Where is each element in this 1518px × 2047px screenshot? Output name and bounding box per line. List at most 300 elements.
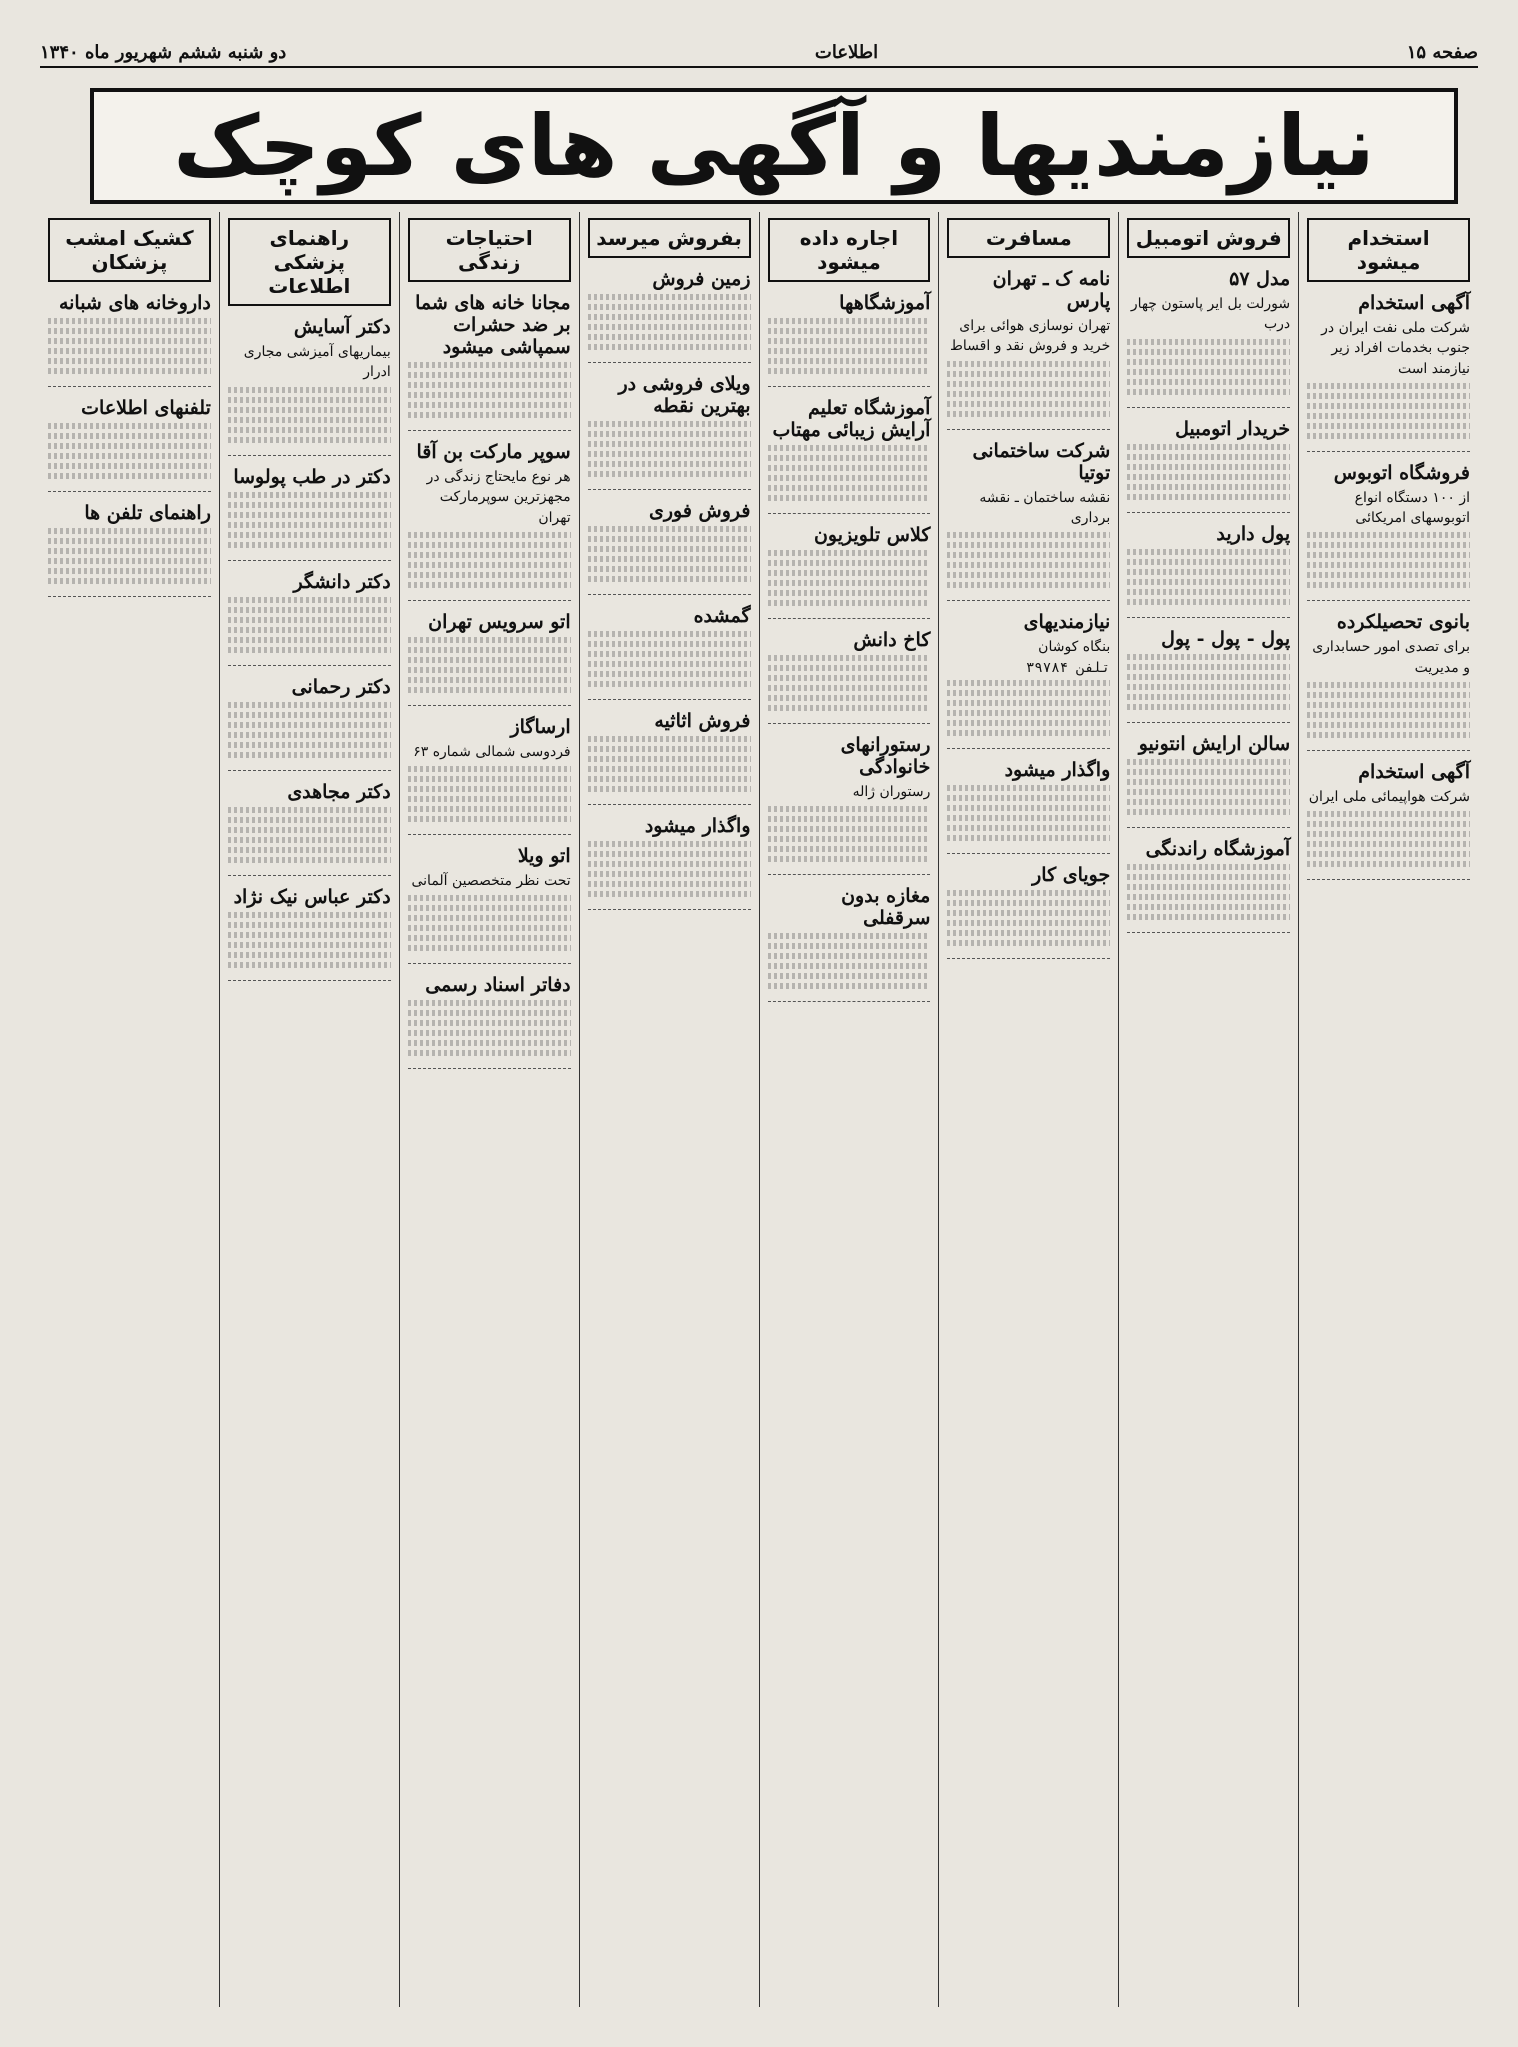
fine-print-line xyxy=(947,391,1110,397)
classified-ad xyxy=(947,268,1110,430)
classified-ad xyxy=(947,864,1110,959)
fine-print-line xyxy=(947,785,1110,791)
ad-title: دکتر عباس نیک نژاد xyxy=(233,885,391,908)
fine-print-line xyxy=(228,617,391,623)
fine-print-line xyxy=(1307,582,1470,588)
classified-ad xyxy=(408,716,571,835)
fine-print-line xyxy=(947,835,1110,841)
ad-title: اتو ویلا xyxy=(517,845,571,868)
fine-print-line xyxy=(48,433,211,439)
fine-print-line xyxy=(947,700,1110,706)
fine-print-line xyxy=(768,368,931,374)
fine-print-line xyxy=(228,407,391,413)
fine-print-line xyxy=(228,437,391,443)
fine-print-line xyxy=(768,705,931,711)
fine-print-line xyxy=(1127,589,1290,595)
ad-title: آگهی استخدام xyxy=(1358,292,1470,314)
page-number: صفحه ۱۵ xyxy=(1406,41,1478,63)
classified-ad xyxy=(768,629,931,724)
fine-print-line xyxy=(228,932,391,938)
classified-ad xyxy=(768,885,931,1002)
fine-print-line xyxy=(768,826,931,832)
fine-print-line xyxy=(1127,579,1290,585)
fine-print-line xyxy=(48,473,211,479)
fine-print-line xyxy=(947,361,1110,367)
fine-print-line xyxy=(768,580,931,586)
fine-print-line xyxy=(768,485,931,491)
fine-print-line xyxy=(408,657,571,663)
classified-ad xyxy=(228,886,391,981)
fine-print-line xyxy=(1127,914,1290,920)
fine-print-line xyxy=(1307,712,1470,718)
fine-print-line xyxy=(408,392,571,398)
fine-print-line xyxy=(1127,674,1290,680)
ad-title: آموزشگاهها xyxy=(839,292,931,314)
fine-print-line xyxy=(588,526,751,532)
fine-print-line xyxy=(48,368,211,374)
fine-print-line xyxy=(768,675,931,681)
fine-print-line xyxy=(768,943,931,949)
fine-print-line xyxy=(1307,732,1470,738)
ad-title: مجانا خانه های شما بر ضد حشرات سمپاشی میشود xyxy=(415,292,571,358)
fine-print-line xyxy=(228,397,391,403)
fine-print-line xyxy=(947,910,1110,916)
fine-print-line xyxy=(1307,811,1470,817)
fine-print-line xyxy=(1307,821,1470,827)
fine-print-line xyxy=(947,940,1110,946)
classified-column xyxy=(759,212,939,2007)
ad-title: دکتر رحمانی xyxy=(291,675,391,698)
ad-title: داروخانه های شبانه xyxy=(58,292,211,314)
classified-ad xyxy=(408,441,571,601)
fine-print-line xyxy=(1127,864,1290,870)
fine-print-line xyxy=(48,558,211,564)
ad-title: جویای کار xyxy=(1032,864,1111,887)
fine-print-line xyxy=(588,861,751,867)
fine-print-line xyxy=(947,572,1110,578)
fine-print-line xyxy=(408,905,571,911)
fine-print-line xyxy=(408,562,571,568)
fine-print-line xyxy=(1127,454,1290,460)
classified-columns xyxy=(40,212,1478,2007)
fine-print-line xyxy=(588,421,751,427)
ad-body: بنگاه کوشان xyxy=(1038,639,1111,656)
fine-print-line xyxy=(947,825,1110,831)
fine-print-line xyxy=(768,953,931,959)
fine-print-line xyxy=(768,590,931,596)
fine-print-line xyxy=(947,815,1110,821)
fine-print-line xyxy=(588,314,751,320)
fine-print-line xyxy=(1127,704,1290,710)
fine-print-line xyxy=(1307,383,1470,389)
classified-ad xyxy=(228,571,391,666)
fine-print-line xyxy=(228,512,391,518)
fine-print-line xyxy=(768,665,931,671)
fine-print-line xyxy=(768,338,931,344)
fine-print-line xyxy=(768,983,931,989)
fine-print-line xyxy=(1127,874,1290,880)
fine-print-line xyxy=(588,871,751,877)
fine-print-line xyxy=(947,680,1110,686)
fine-print-line xyxy=(588,451,751,457)
fine-print-line xyxy=(947,381,1110,387)
fine-print-line xyxy=(1127,684,1290,690)
fine-print-line xyxy=(408,1010,571,1016)
fine-print-line xyxy=(1307,722,1470,728)
ad-title: دکتر دانشگر xyxy=(293,570,391,593)
fine-print-line xyxy=(228,847,391,853)
classified-ad xyxy=(1307,611,1470,751)
fine-print-line xyxy=(1127,494,1290,500)
fine-print-line xyxy=(588,344,751,350)
fine-print-line xyxy=(768,328,931,334)
ad-title: پول دارید xyxy=(1216,522,1291,545)
fine-print-line xyxy=(408,647,571,653)
fine-print-line xyxy=(228,542,391,548)
ad-phone: تلفن ۳۹۷۸۴ xyxy=(1025,660,1111,677)
fine-print-line xyxy=(588,891,751,897)
fine-print-line xyxy=(228,742,391,748)
column-heading: احتیاجات زندگی xyxy=(408,218,571,282)
fine-print-line xyxy=(408,895,571,901)
fine-print-line xyxy=(1127,559,1290,565)
fine-print-line xyxy=(588,334,751,340)
fine-print-line xyxy=(1127,799,1290,805)
fine-print-line xyxy=(228,627,391,633)
fine-print-line xyxy=(1127,549,1290,555)
fine-print-line xyxy=(228,427,391,433)
ad-title: خریدار اتومبیل xyxy=(1175,417,1291,440)
fine-print-line xyxy=(1307,532,1470,538)
paper-name: اطلاعات xyxy=(814,41,879,63)
fine-print-line xyxy=(768,570,931,576)
ad-body: از ۱۰۰ دستگاه انواع اتوبوسهای امریکائی xyxy=(1354,489,1470,527)
fine-print-line xyxy=(768,806,931,812)
fine-print-line xyxy=(408,1050,571,1056)
fine-print-line xyxy=(947,920,1110,926)
fine-print-line xyxy=(1307,542,1470,548)
fine-print-line xyxy=(947,805,1110,811)
fine-print-line xyxy=(1127,474,1290,480)
fine-print-line xyxy=(48,578,211,584)
fine-print-line xyxy=(768,455,931,461)
fine-print-line xyxy=(408,776,571,782)
fine-print-line xyxy=(48,463,211,469)
fine-print-line xyxy=(408,1040,571,1046)
classified-ad xyxy=(1127,523,1290,618)
column-heading: بفروش میرسد xyxy=(588,218,751,258)
classified-ad xyxy=(588,815,751,910)
fine-print-line xyxy=(228,522,391,528)
classified-ad xyxy=(1127,418,1290,513)
ad-body: رستوران ژاله xyxy=(852,784,931,800)
fine-print-line xyxy=(228,827,391,833)
fine-print-line xyxy=(768,600,931,606)
fine-print-line xyxy=(228,647,391,653)
fine-print-line xyxy=(768,816,931,822)
fine-print-line xyxy=(1307,562,1470,568)
fine-print-line xyxy=(588,851,751,857)
fine-print-line xyxy=(1307,433,1470,439)
classified-ad xyxy=(1127,268,1290,408)
fine-print-line xyxy=(48,538,211,544)
fine-print-line xyxy=(588,461,751,467)
ad-body: بیماریهای آمیزشی مجاری ادرار xyxy=(243,344,391,381)
fine-print-line xyxy=(1307,393,1470,399)
fine-print-line xyxy=(228,912,391,918)
fine-print-line xyxy=(1127,569,1290,575)
ad-title: نیازمندیهای xyxy=(1023,611,1111,634)
fine-print-line xyxy=(588,471,751,477)
fine-print-line xyxy=(228,532,391,538)
fine-print-line xyxy=(408,582,571,588)
fine-print-line xyxy=(1127,359,1290,365)
fine-print-line xyxy=(48,338,211,344)
fine-print-line xyxy=(768,348,931,354)
column-heading: کشیک امشب پزشکان xyxy=(48,218,211,282)
fine-print-line xyxy=(1127,664,1290,670)
fine-print-line xyxy=(768,550,931,556)
fine-print-line xyxy=(228,637,391,643)
classified-column xyxy=(40,212,219,2007)
fine-print-line xyxy=(408,362,571,368)
page-header xyxy=(40,38,1478,68)
classifieds-masthead: نیازمندیها و آگهی های کوچک xyxy=(90,88,1458,204)
ad-title: آموزشگاه تعلیم آرایش زیبائی مهتاب xyxy=(772,397,931,441)
fine-print-line xyxy=(947,795,1110,801)
fine-print-line xyxy=(588,304,751,310)
fine-print-line xyxy=(1307,692,1470,698)
fine-print-line xyxy=(408,532,571,538)
fine-print-line xyxy=(228,502,391,508)
ad-title: بانوی تحصیلکرده xyxy=(1336,611,1470,634)
fine-print-line xyxy=(228,712,391,718)
fine-print-line xyxy=(1307,682,1470,688)
fine-print-line xyxy=(588,641,751,647)
ad-title: سالن ارایش انتونیو xyxy=(1138,732,1291,755)
fine-print-line xyxy=(408,786,571,792)
fine-print-line xyxy=(768,475,931,481)
classified-ad xyxy=(768,524,931,619)
classified-ad xyxy=(1127,733,1290,828)
fine-print-line xyxy=(1307,413,1470,419)
fine-print-line xyxy=(588,566,751,572)
fine-print-line xyxy=(768,465,931,471)
column-heading: استخدام میشود xyxy=(1307,218,1470,282)
fine-print-line xyxy=(947,582,1110,588)
fine-print-line xyxy=(588,651,751,657)
fine-print-line xyxy=(947,532,1110,538)
fine-print-line xyxy=(768,963,931,969)
fine-print-line xyxy=(947,730,1110,736)
fine-print-line xyxy=(408,766,571,772)
fine-print-line xyxy=(588,746,751,752)
classified-ad xyxy=(768,734,931,875)
ad-title: اتو سرویس تهران xyxy=(428,610,571,633)
classified-ad xyxy=(1127,628,1290,723)
fine-print-line xyxy=(228,702,391,708)
fine-print-line xyxy=(228,807,391,813)
fine-print-line xyxy=(947,690,1110,696)
fine-print-line xyxy=(408,687,571,693)
ad-body: تهران نوسازی هوائی برای خرید و فروش نقد و اقساط xyxy=(949,318,1111,355)
ad-title: نامه ک ـ تهران پارس xyxy=(992,268,1111,312)
fine-print-line xyxy=(768,695,931,701)
fine-print-line xyxy=(408,667,571,673)
classified-ad xyxy=(947,440,1110,602)
fine-print-line xyxy=(947,930,1110,936)
classified-ad xyxy=(947,611,1110,749)
fine-print-line xyxy=(1307,552,1470,558)
ad-title: دکتر در طب پولوسا xyxy=(233,465,391,488)
classified-column xyxy=(1298,212,1478,2007)
ad-title: واگذار میشود xyxy=(1004,759,1111,782)
fine-print-line xyxy=(408,1030,571,1036)
classified-ad xyxy=(1127,838,1290,933)
fine-print-line xyxy=(48,443,211,449)
classified-ad xyxy=(1307,462,1470,602)
column-heading: مسافرت xyxy=(947,218,1110,258)
fine-print-line xyxy=(408,796,571,802)
fine-print-line xyxy=(48,318,211,324)
fine-print-line xyxy=(228,607,391,613)
fine-print-line xyxy=(588,786,751,792)
fine-print-line xyxy=(48,423,211,429)
classified-ad xyxy=(1307,761,1470,880)
ad-title: مدل ۵۷ xyxy=(1229,268,1291,290)
fine-print-line xyxy=(1127,759,1290,765)
fine-print-line xyxy=(228,722,391,728)
fine-print-line xyxy=(408,935,571,941)
classified-ad xyxy=(588,268,751,363)
fine-print-line xyxy=(588,736,751,742)
fine-print-line xyxy=(947,411,1110,417)
classified-ad xyxy=(408,611,571,706)
issue-date: دو شنبه ششم شهریور ماه ۱۳۴۰ xyxy=(40,41,287,63)
fine-print-line xyxy=(228,952,391,958)
fine-print-line xyxy=(228,857,391,863)
ad-title: آگهی استخدام xyxy=(1358,761,1470,784)
fine-print-line xyxy=(947,371,1110,377)
fine-print-line xyxy=(1307,702,1470,708)
fine-print-line xyxy=(588,536,751,542)
ad-title: رستورانهای خانوادگی xyxy=(840,734,931,778)
fine-print-line xyxy=(1127,694,1290,700)
ad-title: تلفنهای اطلاعات xyxy=(81,397,211,419)
fine-print-line xyxy=(768,495,931,501)
fine-print-line xyxy=(588,841,751,847)
ad-title: ویلای فروشی در بهترین نقطه xyxy=(618,373,751,417)
fine-print-line xyxy=(228,732,391,738)
classified-column xyxy=(1118,212,1298,2007)
column-heading: راهنمای پزشکی اطلاعات xyxy=(228,218,391,306)
ad-title: مغازه بدون سرقفلی xyxy=(841,885,931,930)
fine-print-line xyxy=(588,671,751,677)
fine-print-line xyxy=(768,836,931,842)
ad-title: شرکت ساختمانی توتیا xyxy=(972,439,1111,484)
ad-title: دفاتر اسناد رسمی xyxy=(425,974,571,997)
fine-print-line xyxy=(947,542,1110,548)
fine-print-line xyxy=(228,817,391,823)
fine-print-line xyxy=(228,752,391,758)
fine-print-line xyxy=(408,402,571,408)
fine-print-line xyxy=(408,915,571,921)
fine-print-line xyxy=(408,677,571,683)
ad-title: راهنمای تلفن ها xyxy=(84,502,211,524)
fine-print-line xyxy=(1127,904,1290,910)
fine-print-line xyxy=(1307,423,1470,429)
fine-print-line xyxy=(1307,831,1470,837)
fine-print-line xyxy=(1127,484,1290,490)
fine-print-line xyxy=(408,806,571,812)
classified-ad xyxy=(588,710,751,805)
fine-print-line xyxy=(1127,599,1290,605)
fine-print-line xyxy=(408,412,571,418)
fine-print-line xyxy=(1127,444,1290,450)
fine-print-line xyxy=(768,973,931,979)
fine-print-line xyxy=(1127,379,1290,385)
fine-print-line xyxy=(768,933,931,939)
fine-print-line xyxy=(588,766,751,772)
fine-print-line xyxy=(1127,654,1290,660)
classified-ad xyxy=(588,373,751,490)
fine-print-line xyxy=(1127,779,1290,785)
fine-print-line xyxy=(588,756,751,762)
ad-title: زمین فروش xyxy=(652,268,751,290)
fine-print-line xyxy=(228,492,391,498)
fine-print-line xyxy=(228,942,391,948)
fine-print-line xyxy=(1307,851,1470,857)
fine-print-line xyxy=(1127,894,1290,900)
ad-body: نقشه ساختمان ـ نقشه برداری xyxy=(979,489,1111,526)
fine-print-line xyxy=(768,846,931,852)
fine-print-line xyxy=(408,552,571,558)
fine-print-line xyxy=(588,324,751,330)
fine-print-line xyxy=(947,710,1110,716)
classified-ad xyxy=(588,605,751,700)
fine-print-line xyxy=(48,358,211,364)
fine-print-line xyxy=(408,372,571,378)
fine-print-line xyxy=(588,294,751,300)
classified-ad xyxy=(1307,292,1470,452)
fine-print-line xyxy=(768,445,931,451)
ad-title: ارساگاز xyxy=(510,715,571,738)
fine-print-line xyxy=(1127,789,1290,795)
classified-column xyxy=(399,212,579,2007)
classified-ad xyxy=(228,676,391,771)
fine-print-line xyxy=(947,900,1110,906)
fine-print-line xyxy=(1307,403,1470,409)
fine-print-line xyxy=(588,431,751,437)
fine-print-line xyxy=(768,560,931,566)
classified-ad xyxy=(408,974,571,1069)
fine-print-line xyxy=(48,348,211,354)
classified-column xyxy=(938,212,1118,2007)
fine-print-line xyxy=(588,631,751,637)
fine-print-line xyxy=(48,568,211,574)
ad-title: واگذار میشود xyxy=(644,815,751,837)
ad-body: شورلت بل ایر پاستون چهار درب xyxy=(1130,296,1291,333)
fine-print-line xyxy=(768,318,931,324)
classified-ad xyxy=(768,397,931,514)
fine-print-line xyxy=(228,387,391,393)
classified-ad xyxy=(48,292,211,387)
fine-print-line xyxy=(1307,861,1470,867)
fine-print-line xyxy=(1127,464,1290,470)
ad-body: تحت نظر متخصصین آلمانی xyxy=(411,873,571,890)
fine-print-line xyxy=(768,655,931,661)
classified-ad xyxy=(947,759,1110,854)
